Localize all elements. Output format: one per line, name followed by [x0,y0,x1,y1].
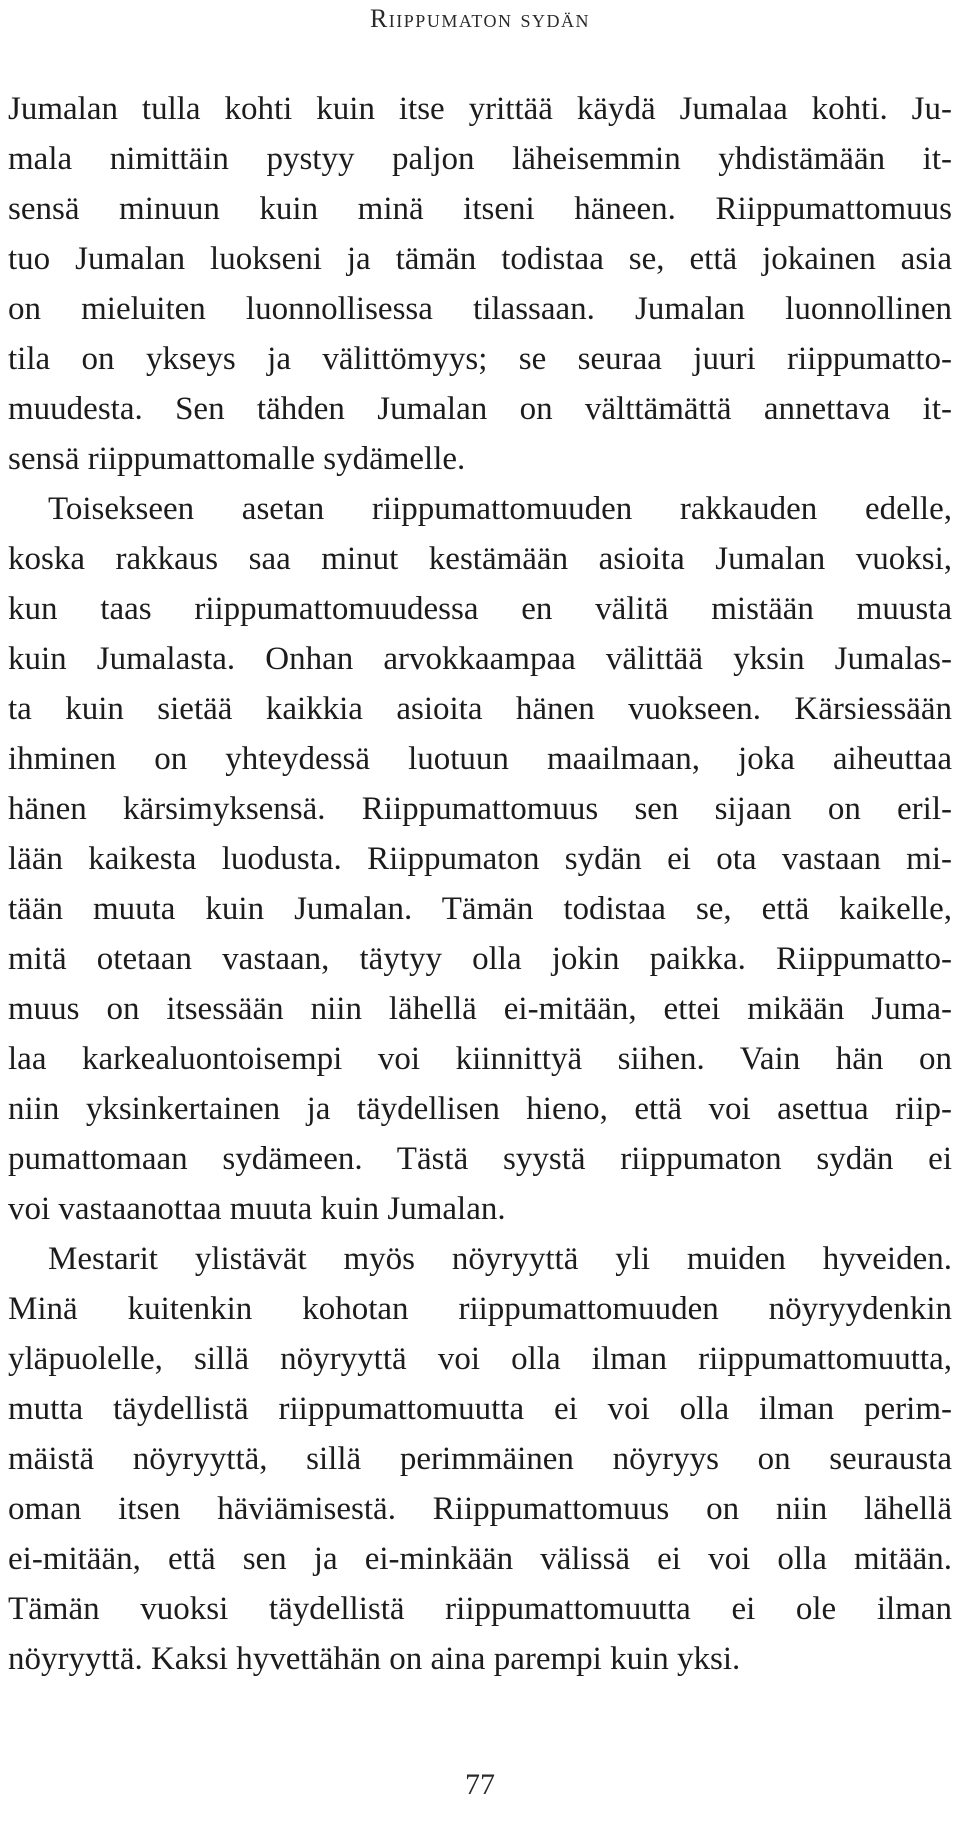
text-line: yläpuolelle, sillä nöyryyttä voi olla ilman riippumattomuutta, [8,1341,952,1377]
text-line: muudesta. Sen tähden Jumalan on välttämättä annettava it- [8,391,952,427]
paragraph [8,484,952,1234]
text-line: sensä riippumattomalle sydämelle. [8,441,466,477]
text-line: ihminen on yhteydessä luotuun maailmaan, joka aiheuttaa [8,741,952,777]
body-text [8,84,952,1684]
text-line: Minä kuitenkin kohotan riippumattomuuden nöyryydenkin [8,1291,952,1327]
running-head: Riippumaton sydän [369,4,591,33]
text-line: ei-mitään, että sen ja ei-minkään välissä ei voi olla mitään. [8,1541,952,1577]
text-line: lään kaikesta luodusta. Riippumaton sydän ei ota vastaan mi- [8,841,952,877]
text-line: mutta täydellistä riippumattomuutta ei voi olla ilman perim- [8,1391,952,1427]
text-line: ta kuin sietää kaikkia asioita hänen vuokseen. Kärsiessään [8,691,952,727]
text-line: Tämän vuoksi täydellistä riippumattomuutta ei ole ilman [8,1591,952,1627]
text-line: on mieluiten luonnollisessa tilassaan. Jumalan luonnollinen [8,291,952,327]
text-line: mitä otetaan vastaan, täytyy olla jokin paikka. Riippumatto- [8,941,952,977]
text-line: tila on ykseys ja välittömyys; se seuraa juuri riippumatto- [8,341,952,377]
paragraph [8,1234,952,1684]
text-line: niin yksinkertainen ja täydellisen hieno, että voi asettua riip- [8,1091,952,1127]
text-line: koska rakkaus saa minut kestämään asioita Jumalan vuoksi, [8,541,952,577]
text-line: nöyryyttä. Kaksi hyvettähän on aina parempi kuin yksi. [8,1641,741,1677]
text-line: kun taas riippumattomuudessa en välitä mistään muusta [8,591,952,627]
text-line: voi vastaanottaa muuta kuin Jumalan. [8,1191,506,1227]
text-line: Jumalan tulla kohti kuin itse yrittää käydä Jumalaa kohti. Ju- [8,91,952,127]
text-line: hänen kärsimyksensä. Riippumattomuus sen sijaan on eril- [8,791,952,827]
text-line: Mestarit ylistävät myös nöyryyttä yli muiden hyveiden. [48,1241,952,1277]
text-line: Toisekseen asetan riippumattomuuden rakkauden edelle, [48,491,952,527]
text-line: mäistä nöyryyttä, sillä perimmäinen nöyryys on seurausta [8,1441,952,1477]
text-line: laa karkealuontoisempi voi kiinnittyä siihen. Vain hän on [8,1041,952,1077]
text-line: sensä minuun kuin minä itseni häneen. Riippumattomuus [8,191,952,227]
text-line: mala nimittäin pystyy paljon läheisemmin yhdistämään it- [8,141,952,177]
text-line: oman itsen häviämisestä. Riippumattomuus on niin lähellä [8,1491,952,1527]
text-line: kuin Jumalasta. Onhan arvokkaampaa välittää yksin Jumalas- [8,641,952,677]
text-line: muus on itsessään niin lähellä ei-mitään, ettei mikään Juma- [8,991,952,1027]
text-line: pumattomaan sydämeen. Tästä syystä riippumaton sydän ei [8,1141,952,1177]
paragraph [8,84,952,484]
page-number: 77 [465,1768,495,1801]
text-line: tuo Jumalan luokseni ja tämän todistaa se, että jokainen asia [8,241,952,277]
text-line: tään muuta kuin Jumalan. Tämän todistaa se, että kaikelle, [8,891,952,927]
